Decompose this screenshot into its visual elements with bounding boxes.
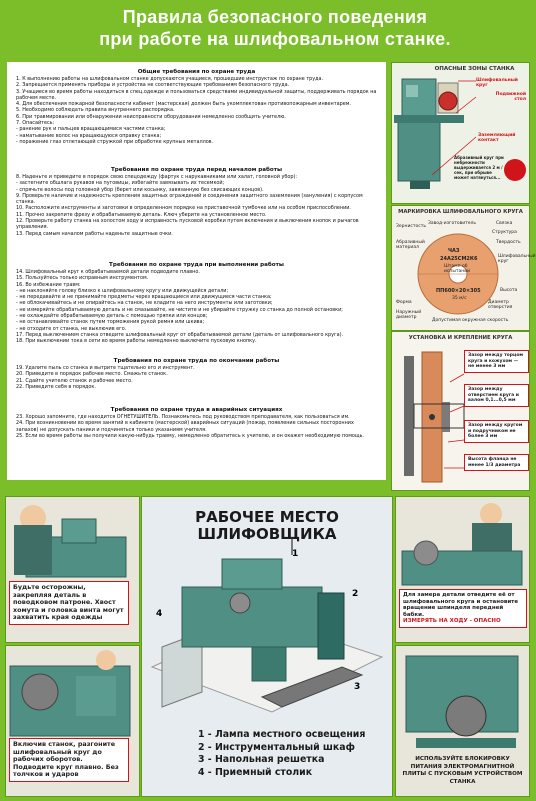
marker-1: 1 <box>292 549 299 559</box>
title-line-2: при работе на шлифовальном станке. <box>99 29 451 49</box>
rule-item: 22. Приведите себя в порядок. <box>16 383 96 390</box>
section-general <box>7 68 386 145</box>
danger-zones-warning: Абразивный круг при небрежности выдерживается 2 м / сек, при обрыве может натянуться... <box>454 155 504 180</box>
rule-item: 20. Приведите в порядок рабочее место. Смажьте станок. <box>16 371 168 378</box>
mounting-note-3: Зазор между кругом и подручником не более 3 мм <box>464 420 529 443</box>
disc-text-3: ПП600×20×305 <box>436 288 481 294</box>
rule-item: - ранение рук и пальцев вращающимися частями станка; <box>16 126 166 133</box>
scene-magnetic-text: ИСПОЛЬЗУЙТЕ БЛОКИРОВКУ ПИТАНИЯ ЭЛЕКТРОМАГНИТНОЙ ПЛИТЫ С ПУСКОВЫМ УСТРОЙСТВОМ СТАНКА <box>402 756 523 785</box>
rule-item: 13. Перед самым началом работы наденьте защитные очки. <box>16 230 173 237</box>
label-manufacturer: Завод-изготовитель <box>428 221 477 226</box>
label-grit: Зернистость <box>396 224 426 229</box>
rule-item: 19. Удалите пыль со станка и вытрите тщательно его и инструмент. <box>16 365 195 371</box>
label-bond: Связка <box>496 221 513 226</box>
title-line-1: Правила безопасного поведения <box>122 7 428 27</box>
legend-item: 4 - Приемный столик <box>198 766 313 778</box>
label-grinding-wheel: Шлифовальный круг <box>476 78 518 88</box>
scene-clamping <box>5 496 140 643</box>
mounting-panel <box>391 331 530 491</box>
rule-item: 8. Наденьте и приведите в порядок свою спецодежду (фартук с нарукавниками или халат, головной убор): <box>16 174 298 180</box>
disc-text-1: ЧАЗ <box>448 248 460 254</box>
hand-warning-icon <box>504 159 526 181</box>
mounting-note-2: Зазор между отверстием круга и валом 0,1...0,5 мм <box>464 384 529 407</box>
scene-clamping-text: Будьте осторожны, закрепляя деталь в поводковом патроне. Хвост хомута и головка винта могут захватить края одежды <box>9 581 129 625</box>
marker-4: 4 <box>156 609 163 619</box>
rule-item: 1. К выполнению работы на шлифовальном станке допускаются учащиеся, прошедшие инструктаж по охране труда. <box>16 76 324 82</box>
mounting-note-4: Высота фланца не менее 1/3 диаметра <box>464 454 529 471</box>
marking-panel <box>391 205 536 331</box>
workplace-diagram <box>141 496 393 797</box>
mounting-caption: УСТАНОВКА И КРЕПЛЕНИЕ КРУГА <box>408 335 513 341</box>
rule-item: 12. Проверьте работу станка на холостом ходу и исправность пусковой коробки путем включения и выключения кнопок и рычагов управления. <box>16 218 359 231</box>
label-outer-diameter: Наружный диаметр <box>396 310 422 320</box>
rule-item: - не облокачивайтесь и не опирайтесь на станок, не кладите на него инструменты или заготовки; <box>16 300 273 307</box>
rule-item: - не наклоняйте голову близко к шлифовальному кругу или движущейся детали; <box>16 287 229 294</box>
legend-item: 2 - Инструментальный шкаф <box>198 741 355 753</box>
rule-item: 5. Необходимо соблюдать правила внутреннего распорядка. <box>16 107 175 114</box>
rule-item: 3. Учащиеся во время работы находиться в спец.одежде и пользоваться средствами индивидуальной защиты, поддерживать порядок на рабочем месте. <box>16 88 377 101</box>
rule-item: - застегните обшлага рукавов на пуговицы, избегайте завязывать их тесемкой; <box>16 180 225 187</box>
label-hardness: Твердость <box>496 240 521 245</box>
marking-caption: МАРКИРОВКА ШЛИФОВАЛЬНОГО КРУГА <box>398 209 523 215</box>
section-during-work <box>7 261 386 345</box>
workplace-legend <box>198 729 365 779</box>
rule-item: 16. Во избежание травм: <box>16 281 81 288</box>
scene-measuring-alert: ИЗМЕРЯТЬ НА ХОДУ - ОПАСНО <box>403 618 501 624</box>
scene-measuring <box>395 496 530 643</box>
rule-item: - не отходите от станка, не выключив его. <box>16 325 127 332</box>
label-ground-contact: Заземляющий контакт <box>478 133 516 143</box>
section-before-work <box>7 166 386 237</box>
label-bore-diameter: Диаметр отверстия <box>488 300 513 310</box>
rule-item: 4. Для обеспечения пожарной безопасности кабинет (мастерская) должен быть укомплектован противопожарным инвентарем. <box>16 101 351 108</box>
scene-start-text: Включив станок, разгоните шлифовальный круг до рабочих оборотов. Подводите круг плавно. Без толчков и ударов <box>9 738 129 782</box>
rule-item: - не охлаждайте обрабатываемую деталь с помощью тряпки или концов; <box>16 313 208 320</box>
label-height: Высота <box>500 288 518 293</box>
section-emergency <box>7 406 386 439</box>
danger-zones-panel <box>391 62 530 204</box>
rule-item: - не останавливайте станок путем торможения рукой ремня или шкива; <box>16 319 205 326</box>
section-heading: Общие требования по охране труда <box>137 69 256 75</box>
rule-item: 10. Расположите инструменты и заготовки в определенном порядке на приставочной тумбочке или на особом приспособлении. <box>16 205 351 212</box>
legend-item: 3 - Напольная решетка <box>198 754 325 765</box>
scene-measuring-text-box <box>399 589 527 628</box>
rule-item: 2. Запрещается применять приборы и устройства не соответствующие требованиям безопасного труда. <box>16 82 290 89</box>
rule-item: 6. При травмировании или обнаружении неисправности оборудования немедленно сообщить учителю. <box>16 113 286 120</box>
rule-item: 14. Шлифовальный круг к обрабатываемой детали подводите плавно. <box>16 269 200 275</box>
label-structure: Структура <box>492 230 517 235</box>
rule-item: - спрячьте волосы под головной убор (берет или косынку, завязанную без свисающих концов). <box>16 186 264 193</box>
rule-item: 23. Хорошо запомните, где находится ОГНЕТУШИТЕЛЬ. Познакомьтесь под руководством преподавателя, как пользоваться им. <box>16 414 350 420</box>
label-allowed-speed: Допустимая окружная скорость <box>432 318 509 323</box>
rule-item: 21. Сдайте учителю станок и рабочее место. <box>16 377 133 384</box>
rule-item: 9. Проверьте наличие и надежность крепления защитных ограждений и соединения защитного заземления (зануления) с корпусом станка. <box>16 192 363 206</box>
workplace-title-line-1: РАБОЧЕЕ МЕСТО <box>195 508 339 526</box>
rule-item: - не измеряйте обрабатываемую деталь и не смазывайте, не чистите и не убирайте стружку со станка до полной остановки; <box>16 306 343 313</box>
section-after-work <box>7 357 386 390</box>
rule-item: - поражение глаз отлетающей стружкой при обработке крупных металлов. <box>16 138 214 145</box>
rule-item: 18. При выключении тока в сети во время работы немедленно выключите пусковую кнопку. <box>16 338 257 345</box>
label-moving-table: Подвижной стол <box>495 92 526 102</box>
label-shape: Форма <box>396 300 412 305</box>
marker-2: 2 <box>352 589 359 599</box>
rule-item: - наматывание волос на вращающуюся оправку станка; <box>16 132 162 139</box>
rules-panel <box>7 62 386 480</box>
disc-text-4: 35 м/с <box>452 296 467 301</box>
rule-item: 15. Пользуйтесь только исправным инструментом. <box>16 275 149 282</box>
workplace-title-line-2: ШЛИФОВЩИКА <box>197 525 337 543</box>
poster-title <box>40 6 510 50</box>
section-heading: Требования по охране труда перед началом работы <box>110 167 283 173</box>
rule-item: 11. Прочно закрепите фрезу и обрабатываемую деталь. Ключ уберите на установленное место. <box>16 211 267 218</box>
section-heading: Требования по охране труда в аварийных ситуациях <box>110 407 283 413</box>
label-test-stamp: Штамп об испытании <box>444 264 471 274</box>
rule-item: 17. Перед выключением станка отведите шлифовальный круг от обрабатываемой детали (деталь от шлифовального круга). <box>16 331 344 338</box>
rule-item: 7. Опасайтесь: <box>16 120 55 127</box>
mounting-note-1: Зазор между торцом круга и кожухом — не менее 3 мм <box>464 350 529 373</box>
scene-magnetic-plate <box>395 645 530 797</box>
rule-item: 24. При возникновении во время занятий в кабинете (мастерской) аварийных ситуаций (пожар, появление сильных посторонних запахов) не допускать паники и подчиняться только указаниям учителя. <box>16 420 354 433</box>
marker-3: 3 <box>354 682 361 692</box>
disc-text-2: 24А25СМ2К6 <box>440 256 478 262</box>
rule-item: - не передавайте и не принимайте предметы через вращающиеся или движущиеся части станка; <box>16 294 272 301</box>
legend-item: 1 - Лампа местного освещения <box>198 729 366 740</box>
danger-zones-caption: ОПАСНЫЕ ЗОНЫ СТАНКА <box>434 66 515 72</box>
section-heading: Требования по охране труда при выполнении работы <box>109 262 284 268</box>
scene-start-machine <box>5 645 140 797</box>
label-wheel: Шлифовальный круг <box>498 254 536 264</box>
label-abrasive: Абразивный материал <box>396 240 425 250</box>
rule-item: 25. Если во время работы вы получили какую-нибудь травму, немедленно обратитесь к учителю, и он окажет необходимую помощь. <box>16 432 364 439</box>
section-heading: Требования по охране труда по окончании работы <box>113 358 280 364</box>
scene-measuring-text: Для замера детали отведите её от шлифовального круга и остановите вращение шпинделя передней бабки. <box>403 592 519 618</box>
